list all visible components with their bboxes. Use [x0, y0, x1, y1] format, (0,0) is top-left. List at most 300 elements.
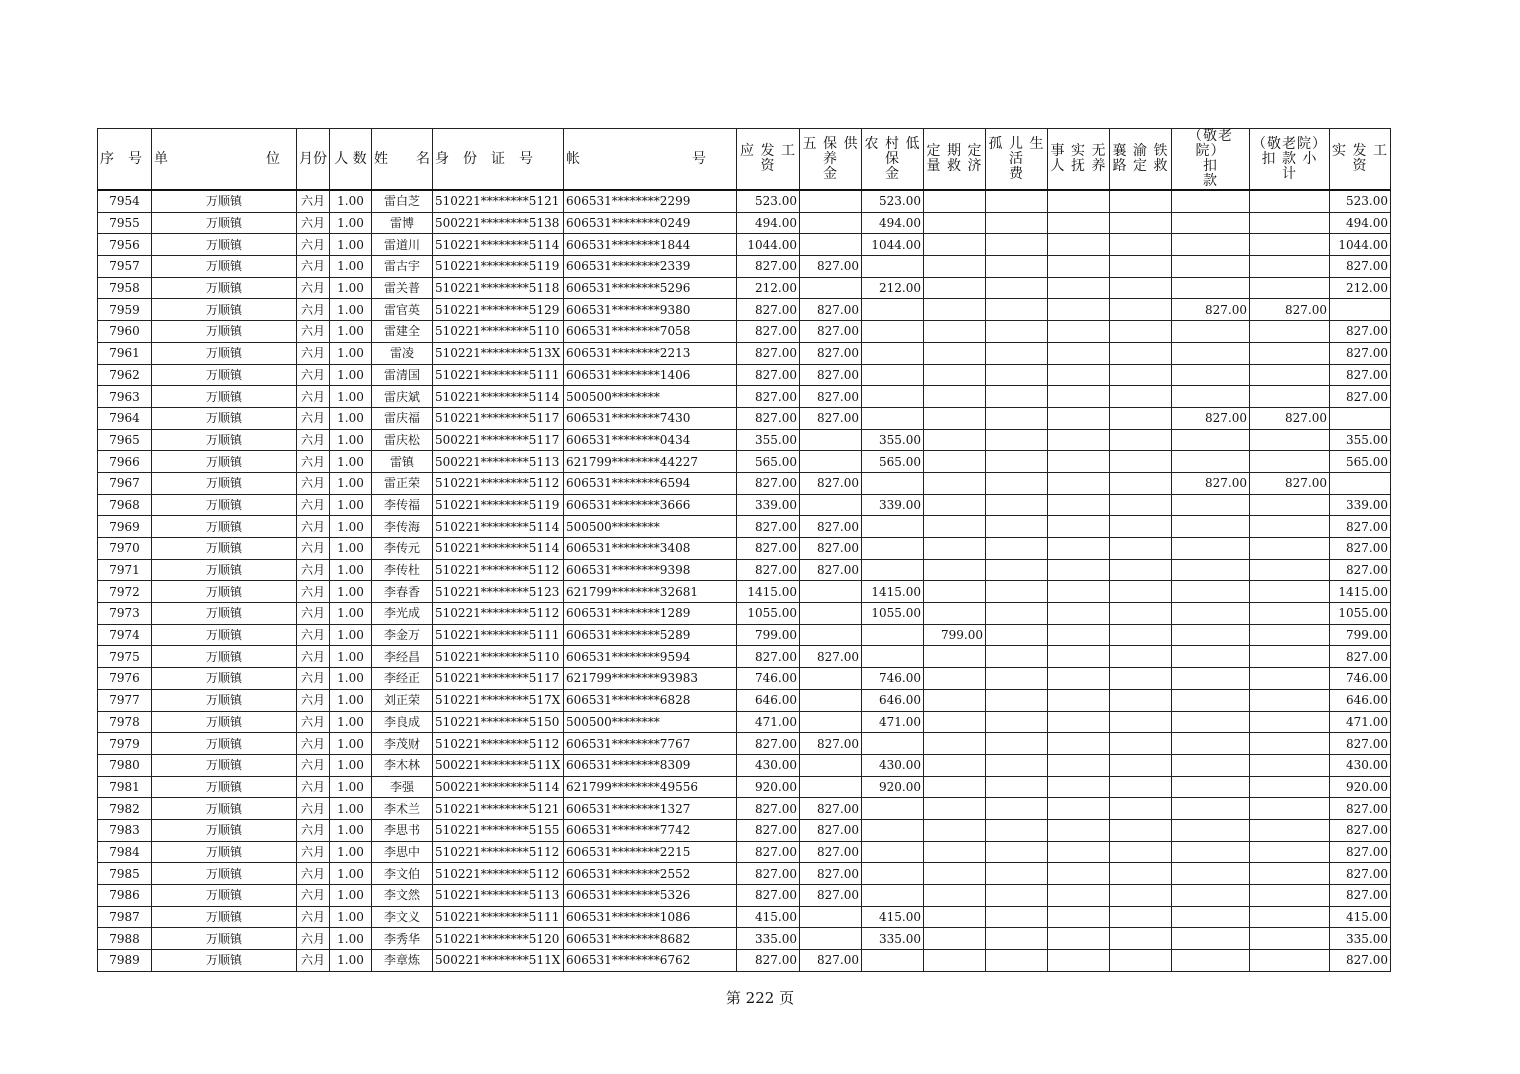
cell-id: 500221********5113	[433, 451, 564, 473]
cell-name: 李传海	[372, 516, 433, 538]
cell-id: 500221********5117	[433, 429, 564, 451]
cell-name: 李传元	[372, 538, 433, 560]
cell-xiangyu	[1110, 299, 1172, 321]
cell-net: 827.00	[1330, 841, 1391, 863]
cell-dingliang	[924, 950, 986, 972]
cell-account: 606531********1327	[564, 798, 737, 820]
cell-dibao	[862, 559, 924, 581]
cell-unit: 万顺镇	[152, 494, 297, 516]
cell-name: 李木林	[372, 754, 433, 776]
cell-seq: 7966	[98, 451, 152, 473]
table-row	[98, 711, 1391, 733]
cell-jly-kkxj: 827.00	[1250, 299, 1330, 321]
cell-name: 雷庆松	[372, 429, 433, 451]
cell-seq: 7964	[98, 407, 152, 429]
cell-dibao: 430.00	[862, 754, 924, 776]
cell-id: 510221********5110	[433, 646, 564, 668]
table-row	[98, 646, 1391, 668]
cell-people: 1.00	[330, 711, 372, 733]
cell-id: 510221********5111	[433, 906, 564, 928]
cell-guer	[986, 689, 1048, 711]
cell-shishi	[1048, 234, 1110, 256]
cell-people: 1.00	[330, 776, 372, 798]
cell-guer	[986, 538, 1048, 560]
cell-wubao	[800, 689, 862, 711]
cell-unit: 万顺镇	[152, 472, 297, 494]
cell-people: 1.00	[330, 950, 372, 972]
cell-name: 李良成	[372, 711, 433, 733]
cell-dingliang	[924, 776, 986, 798]
cell-name: 李强	[372, 776, 433, 798]
cell-jly-kkxj	[1250, 516, 1330, 538]
cell-unit: 万顺镇	[152, 668, 297, 690]
table-row	[98, 494, 1391, 516]
cell-shishi	[1048, 776, 1110, 798]
cell-xiangyu	[1110, 885, 1172, 907]
cell-account: 606531********5296	[564, 277, 737, 299]
cell-month: 六月	[297, 928, 330, 950]
cell-jly-kk	[1172, 863, 1250, 885]
cell-account: 606531********9398	[564, 559, 737, 581]
cell-dingliang	[924, 256, 986, 278]
cell-dingliang	[924, 190, 986, 212]
cell-unit: 万顺镇	[152, 190, 297, 212]
cell-id: 510221********513X	[433, 342, 564, 364]
cell-xiangyu	[1110, 234, 1172, 256]
cell-net: 827.00	[1330, 863, 1391, 885]
cell-month: 六月	[297, 776, 330, 798]
cell-wubao	[800, 277, 862, 299]
table-row	[98, 559, 1391, 581]
cell-people: 1.00	[330, 841, 372, 863]
cell-dingliang	[924, 754, 986, 776]
cell-name: 刘正荣	[372, 689, 433, 711]
cell-seq: 7968	[98, 494, 152, 516]
cell-wage-due: 827.00	[737, 646, 800, 668]
cell-unit: 万顺镇	[152, 603, 297, 625]
cell-seq: 7971	[98, 559, 152, 581]
cell-seq: 7965	[98, 429, 152, 451]
cell-dibao: 746.00	[862, 668, 924, 690]
cell-month: 六月	[297, 906, 330, 928]
cell-account: 606531********1289	[564, 603, 737, 625]
cell-month: 六月	[297, 754, 330, 776]
cell-dibao: 1055.00	[862, 603, 924, 625]
cell-jly-kkxj	[1250, 906, 1330, 928]
table-row	[98, 928, 1391, 950]
cell-guer	[986, 733, 1048, 755]
table-row	[98, 603, 1391, 625]
cell-jly-kkxj	[1250, 885, 1330, 907]
cell-unit: 万顺镇	[152, 646, 297, 668]
cell-xiangyu	[1110, 711, 1172, 733]
cell-seq: 7974	[98, 624, 152, 646]
cell-jly-kkxj	[1250, 646, 1330, 668]
cell-wage-due: 827.00	[737, 407, 800, 429]
cell-unit: 万顺镇	[152, 407, 297, 429]
table-body	[98, 190, 1391, 971]
cell-account: 606531********7430	[564, 407, 737, 429]
cell-people: 1.00	[330, 538, 372, 560]
cell-shishi	[1048, 906, 1110, 928]
cell-name: 雷古宇	[372, 256, 433, 278]
cell-wage-due: 827.00	[737, 819, 800, 841]
cell-jly-kkxj	[1250, 386, 1330, 408]
cell-guer	[986, 429, 1048, 451]
cell-account: 606531********6828	[564, 689, 737, 711]
cell-id: 500221********5138	[433, 212, 564, 234]
cell-dingliang	[924, 538, 986, 560]
cell-month: 六月	[297, 603, 330, 625]
cell-net: 799.00	[1330, 624, 1391, 646]
cell-shishi	[1048, 798, 1110, 820]
cell-wage-due: 1044.00	[737, 234, 800, 256]
cell-xiangyu	[1110, 906, 1172, 928]
cell-shishi	[1048, 711, 1110, 733]
cell-month: 六月	[297, 538, 330, 560]
cell-month: 六月	[297, 885, 330, 907]
cell-guer	[986, 190, 1048, 212]
cell-account: 606531********6594	[564, 472, 737, 494]
cell-account: 606531********9380	[564, 299, 737, 321]
cell-dibao	[862, 819, 924, 841]
cell-dibao	[862, 538, 924, 560]
cell-xiangyu	[1110, 321, 1172, 343]
table-row	[98, 321, 1391, 343]
cell-account: 500500********	[564, 711, 737, 733]
cell-guer	[986, 819, 1048, 841]
cell-wage-due: 920.00	[737, 776, 800, 798]
cell-jly-kk	[1172, 950, 1250, 972]
cell-xiangyu	[1110, 646, 1172, 668]
cell-jly-kk	[1172, 754, 1250, 776]
cell-jly-kk	[1172, 668, 1250, 690]
cell-shishi	[1048, 841, 1110, 863]
table-row	[98, 624, 1391, 646]
cell-account: 606531********8309	[564, 754, 737, 776]
cell-dingliang	[924, 299, 986, 321]
payroll-table	[97, 128, 1391, 972]
cell-wubao	[800, 451, 862, 473]
cell-shishi	[1048, 212, 1110, 234]
cell-unit: 万顺镇	[152, 950, 297, 972]
header-month: 月份	[297, 129, 330, 191]
cell-net: 827.00	[1330, 950, 1391, 972]
cell-id: 510221********5112	[433, 559, 564, 581]
cell-shishi	[1048, 646, 1110, 668]
cell-net: 430.00	[1330, 754, 1391, 776]
cell-wage-due: 827.00	[737, 364, 800, 386]
cell-jly-kkxj	[1250, 190, 1330, 212]
cell-month: 六月	[297, 364, 330, 386]
cell-net: 646.00	[1330, 689, 1391, 711]
cell-account: 500500********	[564, 386, 737, 408]
cell-net: 212.00	[1330, 277, 1391, 299]
cell-shishi	[1048, 689, 1110, 711]
cell-wubao: 827.00	[800, 342, 862, 364]
cell-dibao: 415.00	[862, 906, 924, 928]
cell-wage-due: 827.00	[737, 321, 800, 343]
cell-name: 雷博	[372, 212, 433, 234]
cell-dingliang	[924, 277, 986, 299]
cell-unit: 万顺镇	[152, 624, 297, 646]
table-row	[98, 689, 1391, 711]
cell-seq: 7967	[98, 472, 152, 494]
cell-jly-kk	[1172, 538, 1250, 560]
cell-jly-kk	[1172, 559, 1250, 581]
cell-name: 雷庆斌	[372, 386, 433, 408]
cell-shishi	[1048, 516, 1110, 538]
cell-people: 1.00	[330, 299, 372, 321]
cell-month: 六月	[297, 472, 330, 494]
cell-net: 827.00	[1330, 321, 1391, 343]
cell-dingliang	[924, 494, 986, 516]
cell-wubao: 827.00	[800, 472, 862, 494]
cell-shishi	[1048, 624, 1110, 646]
cell-jly-kk	[1172, 386, 1250, 408]
cell-people: 1.00	[330, 472, 372, 494]
cell-xiangyu	[1110, 581, 1172, 603]
cell-dibao	[862, 863, 924, 885]
cell-account: 606531********5326	[564, 885, 737, 907]
cell-jly-kk	[1172, 364, 1250, 386]
cell-unit: 万顺镇	[152, 798, 297, 820]
cell-name: 李传福	[372, 494, 433, 516]
cell-seq: 7954	[98, 190, 152, 212]
cell-id: 510221********5114	[433, 234, 564, 256]
cell-month: 六月	[297, 342, 330, 364]
cell-jly-kkxj	[1250, 863, 1330, 885]
cell-dibao: 355.00	[862, 429, 924, 451]
cell-net: 827.00	[1330, 516, 1391, 538]
cell-wubao: 827.00	[800, 885, 862, 907]
cell-guer	[986, 754, 1048, 776]
cell-account: 606531********2552	[564, 863, 737, 885]
cell-account: 606531********2339	[564, 256, 737, 278]
cell-xiangyu	[1110, 928, 1172, 950]
cell-jly-kkxj	[1250, 776, 1330, 798]
cell-guer	[986, 516, 1048, 538]
table-row	[98, 386, 1391, 408]
header-id: 身 份 证 号	[433, 129, 564, 191]
cell-wubao	[800, 234, 862, 256]
cell-shishi	[1048, 733, 1110, 755]
cell-month: 六月	[297, 950, 330, 972]
cell-xiangyu	[1110, 212, 1172, 234]
cell-wubao	[800, 928, 862, 950]
cell-jly-kkxj	[1250, 212, 1330, 234]
cell-id: 510221********5112	[433, 841, 564, 863]
cell-id: 510221********5114	[433, 516, 564, 538]
cell-jly-kkxj	[1250, 668, 1330, 690]
cell-wubao: 827.00	[800, 386, 862, 408]
cell-dibao	[862, 624, 924, 646]
cell-seq: 7983	[98, 819, 152, 841]
cell-dingliang	[924, 429, 986, 451]
cell-xiangyu	[1110, 863, 1172, 885]
cell-shishi	[1048, 819, 1110, 841]
cell-jly-kkxj	[1250, 950, 1330, 972]
cell-id: 510221********5114	[433, 386, 564, 408]
cell-name: 李秀华	[372, 928, 433, 950]
cell-shishi	[1048, 668, 1110, 690]
cell-wubao	[800, 603, 862, 625]
cell-xiangyu	[1110, 689, 1172, 711]
cell-wubao: 827.00	[800, 407, 862, 429]
cell-wage-due: 746.00	[737, 668, 800, 690]
cell-people: 1.00	[330, 581, 372, 603]
page-number: 第 222 页	[725, 989, 795, 1007]
cell-net: 827.00	[1330, 386, 1391, 408]
cell-month: 六月	[297, 733, 330, 755]
cell-dingliang	[924, 342, 986, 364]
cell-wage-due: 827.00	[737, 256, 800, 278]
cell-id: 500221********511X	[433, 754, 564, 776]
cell-dingliang	[924, 689, 986, 711]
cell-wage-due: 355.00	[737, 429, 800, 451]
cell-xiangyu	[1110, 776, 1172, 798]
cell-people: 1.00	[330, 733, 372, 755]
cell-shishi	[1048, 581, 1110, 603]
cell-guer	[986, 668, 1048, 690]
cell-dibao: 646.00	[862, 689, 924, 711]
cell-xiangyu	[1110, 364, 1172, 386]
table-row	[98, 342, 1391, 364]
cell-net: 827.00	[1330, 819, 1391, 841]
cell-name: 李传杜	[372, 559, 433, 581]
header-net: 实 发 工 资	[1330, 129, 1391, 191]
table-row	[98, 906, 1391, 928]
cell-month: 六月	[297, 429, 330, 451]
cell-net: 827.00	[1330, 885, 1391, 907]
table-row	[98, 190, 1391, 212]
cell-unit: 万顺镇	[152, 581, 297, 603]
cell-wubao: 827.00	[800, 798, 862, 820]
cell-guer	[986, 885, 1048, 907]
cell-id: 510221********5121	[433, 190, 564, 212]
cell-dibao	[862, 407, 924, 429]
cell-xiangyu	[1110, 472, 1172, 494]
cell-dibao	[862, 299, 924, 321]
cell-account: 621799********32681	[564, 581, 737, 603]
cell-name: 雷凌	[372, 342, 433, 364]
cell-dingliang	[924, 451, 986, 473]
cell-jly-kk	[1172, 234, 1250, 256]
cell-jly-kkxj	[1250, 364, 1330, 386]
cell-dibao	[862, 342, 924, 364]
cell-seq: 7981	[98, 776, 152, 798]
cell-account: 606531********1086	[564, 906, 737, 928]
cell-jly-kkxj	[1250, 581, 1330, 603]
cell-name: 李文然	[372, 885, 433, 907]
cell-account: 606531********6762	[564, 950, 737, 972]
cell-unit: 万顺镇	[152, 342, 297, 364]
cell-wage-due: 827.00	[737, 299, 800, 321]
cell-dibao	[862, 472, 924, 494]
table-row	[98, 299, 1391, 321]
cell-unit: 万顺镇	[152, 885, 297, 907]
cell-guer	[986, 863, 1048, 885]
cell-people: 1.00	[330, 494, 372, 516]
cell-account: 621799********93983	[564, 668, 737, 690]
cell-wage-due: 415.00	[737, 906, 800, 928]
table-row	[98, 885, 1391, 907]
cell-people: 1.00	[330, 256, 372, 278]
cell-shishi	[1048, 885, 1110, 907]
cell-jly-kkxj	[1250, 451, 1330, 473]
cell-wubao: 827.00	[800, 559, 862, 581]
cell-jly-kkxj	[1250, 321, 1330, 343]
cell-unit: 万顺镇	[152, 559, 297, 581]
table-row	[98, 863, 1391, 885]
cell-id: 510221********5112	[433, 472, 564, 494]
cell-net: 494.00	[1330, 212, 1391, 234]
cell-xiangyu	[1110, 190, 1172, 212]
cell-seq: 7984	[98, 841, 152, 863]
cell-dibao	[862, 321, 924, 343]
cell-seq: 7957	[98, 256, 152, 278]
cell-name: 雷庆福	[372, 407, 433, 429]
cell-xiangyu	[1110, 451, 1172, 473]
cell-shishi	[1048, 754, 1110, 776]
cell-people: 1.00	[330, 754, 372, 776]
cell-wage-due: 339.00	[737, 494, 800, 516]
table-row	[98, 668, 1391, 690]
cell-guer	[986, 798, 1048, 820]
cell-guer	[986, 364, 1048, 386]
cell-shishi	[1048, 407, 1110, 429]
cell-month: 六月	[297, 299, 330, 321]
cell-dingliang	[924, 516, 986, 538]
cell-jly-kk	[1172, 819, 1250, 841]
cell-seq: 7955	[98, 212, 152, 234]
cell-net: 1044.00	[1330, 234, 1391, 256]
cell-jly-kkxj	[1250, 494, 1330, 516]
cell-seq: 7985	[98, 863, 152, 885]
cell-dibao	[862, 386, 924, 408]
cell-dingliang	[924, 928, 986, 950]
cell-xiangyu	[1110, 603, 1172, 625]
cell-seq: 7972	[98, 581, 152, 603]
cell-account: 500500********	[564, 516, 737, 538]
cell-people: 1.00	[330, 516, 372, 538]
cell-id: 500221********511X	[433, 950, 564, 972]
cell-seq: 7963	[98, 386, 152, 408]
cell-unit: 万顺镇	[152, 819, 297, 841]
table-row	[98, 407, 1391, 429]
cell-xiangyu	[1110, 494, 1172, 516]
header-wage-due: 应 发 工 资	[737, 129, 800, 191]
cell-people: 1.00	[330, 928, 372, 950]
cell-id: 500221********5114	[433, 776, 564, 798]
cell-month: 六月	[297, 819, 330, 841]
cell-people: 1.00	[330, 798, 372, 820]
cell-seq: 7958	[98, 277, 152, 299]
cell-wage-due: 523.00	[737, 190, 800, 212]
cell-shishi	[1048, 342, 1110, 364]
cell-dibao: 1415.00	[862, 581, 924, 603]
cell-wubao	[800, 494, 862, 516]
header-wubao: 五 保 供 养 金	[800, 129, 862, 191]
cell-unit: 万顺镇	[152, 711, 297, 733]
header-xiangyu: 襄 渝 铁 路 定 救	[1110, 129, 1172, 191]
cell-dibao	[862, 950, 924, 972]
table-row	[98, 733, 1391, 755]
cell-guer	[986, 711, 1048, 733]
cell-dingliang	[924, 668, 986, 690]
table-row	[98, 429, 1391, 451]
cell-account: 606531********1844	[564, 234, 737, 256]
